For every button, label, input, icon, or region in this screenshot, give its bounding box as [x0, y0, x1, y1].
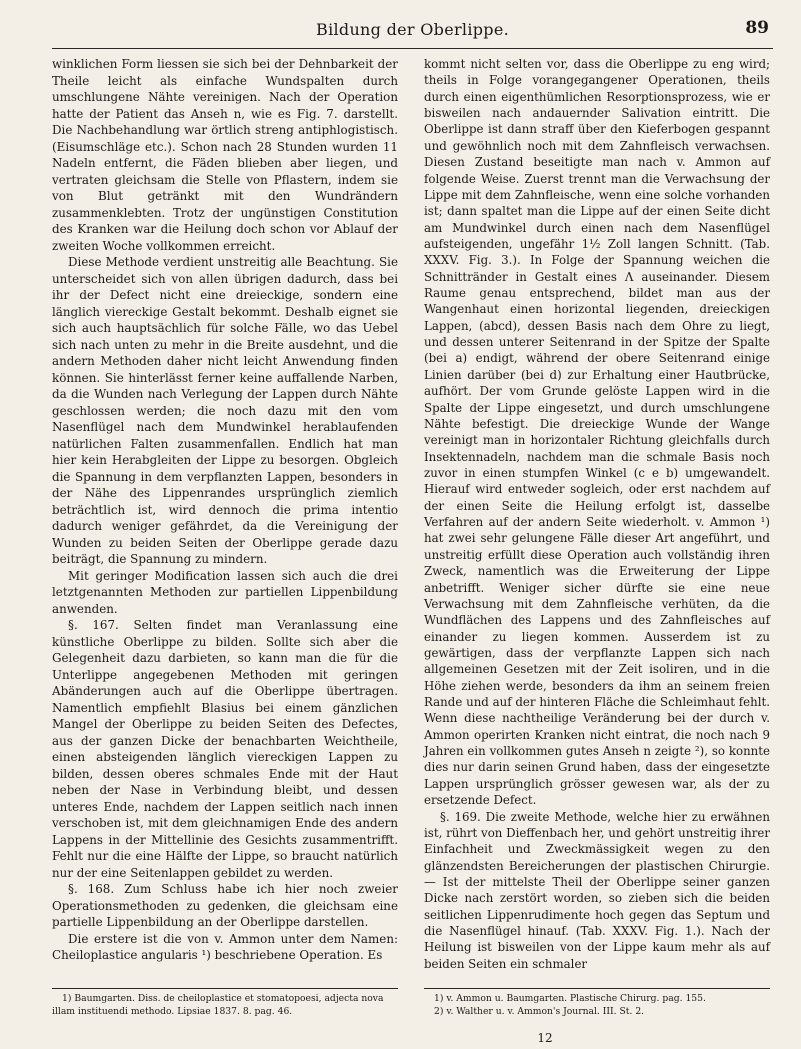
- paragraph: Die erstere ist die von v. Ammon unter dem Namen: Cheiloplastice angularis ¹) beschriebene Operation. Es: [52, 931, 398, 962]
- page-number: 89: [745, 18, 769, 38]
- paragraph: kommt nicht selten vor, dass die Oberlippe zu eng wird; theils in Folge vorangegangener Operationen, theils durch einen eigenthümlichen Resorptionsprozess, wie er bisweilen nach andauernder Salivation eintritt. Die Oberlippe ist dann straff über den Kieferbogen gespannt und gewöhnlich noch mit dem Zahnfleisch verwachsen. Diesen Zustand beseitigte man nach v. Ammon auf folgende Weise. Zuerst trennt man die Verwachsung der Lippe mit dem Zahnfleische, wenn eine solche vorhanden ist; dann spaltet man die Lippe auf der einen Seite dicht am Mundwinkel durch einen nach dem Nasenflügel aufsteigenden, ungefähr 1½ Zoll langen Schnitt. (Tab. XXXV. Fig. 3.). In Folge der Spannung weichen die Schnittränder in Gestalt eines Λ auseinander. Diesem Raume genau entsprechend, bildet man aus der Wangenhaut einen horizontal liegenden, dreieckigen Lappen, (abcd), dessen Basis nach dem Ohre zu liegt, und dessen unterer Seitenrand in der Spitze der Spalte (bei a) endigt, während der obere Seitenrand einige Linien darüber (bei d) zur Erhaltung einer Hautbrücke, aufhört. Der vom Grunde gelöste Lappen wird in die Spalte der Lippe eingesetzt, und durch umschlungene Nähte befestigt. Die dreieckige Wunde der Wange vereinigt man in horizontaler Richtung gleichfalls durch Insektennadeln, nachdem man die schmale Basis noch zuvor in einen stumpfen Winkel (c e b) umgewandelt. Hierauf wird entweder sogleich, oder erst nachdem auf der einen Seite die Heilung erfolgt ist, dasselbe Verfahren auf der andern Seite wiederholt. v. Ammon ¹) hat zwei sehr gelungene Fälle dieser Art angeführt, und unstreitig erfüllt diese Operation auch vollständig ihren Zweck, namentlich was die Erweiterung der Lippe anbetrifft. Weniger sicher dürfte sie eine neue Verwachsung mit dem Zahnfleische verhüten, da die Wundflächen des Lappens und des Zahnfleisches auf einander zu liegen kommen. Ausserdem ist zu gewärtigen, dass der verpflanzte Lappen sich nach allgemeinen Gesetzen mit der Zeit isoliren, und in die Höhe ziehen werde, besonders da ihm an seinem freien Rande und auf der hinteren Fläche die Schleimhaut fehlt. Wenn diese nachtheilige Veränderung bei der durch v. Ammon operirten Kranken nicht eintrat, die noch nach 9 Jahren ein vollkommen gutes Anseh n zeigte ²), so konnte dies nur darin seinen Grund haben, dass der eingesetzte Lappen ursprünglich grösser gewesen war, als der zu ersetzende Defect.: [424, 57, 770, 808]
- text-columns: [52, 56, 773, 978]
- footnote: 1) Baumgarten. Diss. de cheiloplastice et stomatopoesi, adjecta nova illam instituendi methodo. Lipsiae 1837. 8. pag. 46.: [52, 993, 384, 1017]
- footnotes-left: [52, 988, 398, 1018]
- paragraph: Diese Methode verdient unstreitig alle Beachtung. Sie unterscheidet sich von allen übrigen dadurch, dass bei ihr der Defect nicht eine dreieckige, sondern eine länglich viereckige Gestalt bekommt. Deshalb eignet sie sich auch hauptsächlich für solche Fälle, wo das Uebel sich nach unten zu mehr in die Breite ausdehnt, und die andern Methoden daher nicht leicht Anwendung finden können. Sie hinterlässt ferner keine auffallende Narben, da die Wunden nach Verlegung der Lappen durch Nähte geschlossen werden; die noch dazu mit den vom Nasenflügel nach dem Mundwinkel herablaufenden natürlichen Falten zusammenfallen. Endlich hat man hier kein Herabgleiten der Lippe zu besorgen. Obgleich die Spannung in dem verpflanzten Lappen, besonders in der Nähe des Lippenrandes ursprünglich ziemlich beträchtlich ist, wird dennoch die prima intentio dadurch weniger gefährdet, da die Vereinigung der Wunden zu beiden Seiten der Oberlippe gerade dazu beiträgt, die Spannung zu mindern.: [52, 255, 398, 566]
- paragraph: winklichen Form liessen sie sich bei der Dehnbarkeit der Theile leicht als einfache Wundspalten durch umschlungene Nähte vereinigen. Nach der Operation hatte der Patient das Anseh n, wie es Fig. 7. darstellt. Die Nachbehandlung war örtlich streng antiphlogistisch. (Eisumschläge etc.). Schon nach 28 Stunden wurden 11 Nadeln entfernt, die Fäden blieben aber liegen, und vertraten gleichsam die Stelle von Pflastern, indem sie von Blut getränkt mit den Wundrändern zusammenklebten. Trotz der ungünstigen Constitution des Kranken war die Heilung doch schon vor Ablauf der zweiten Woche vollkommen erreicht.: [52, 57, 398, 253]
- running-title: Bildung der Oberlippe.: [316, 20, 509, 39]
- footnotes-right: [424, 988, 770, 1018]
- footnote: 2) v. Walther u. v. Ammon's Journal. III. St. 2.: [434, 1005, 645, 1017]
- section-168: §. 168. Zum Schluss habe ich hier noch zweier Operationsmethoden zu gedenken, die gleichsam eine partielle Lippenbildung an der Oberlippe darstellen.: [52, 882, 398, 929]
- signature-mark: 12: [537, 1031, 553, 1045]
- running-head: [52, 8, 773, 49]
- section-167: §. 167. Selten findet man Veranlassung eine künstliche Oberlippe zu bilden. Sollte sich aber die Gelegenheit dazu darbieten, so kann man die für die Unterlippe angegebenen Methoden mit geringen Abänderungen auch auf die Oberlippe übertragen. Namentlich empfiehlt Blasius bei einem gänzlichen Mangel der Oberlippe zu beiden Seiten des Defectes, aus der ganzen Dicke der benachbarten Weichtheile, einen absteigenden länglich viereckigen Lappen zu bilden, dessen oberes schmales Ende mit der Haut neben der Nase in Verbindung bleibt, und dessen unteres Ende, nachdem der Lappen seitlich nach innen verschoben ist, mit dem gleichnamigen Ende des andern Lappens in der Mittellinie des Gesichts zusammentrifft. Fehlt nur die eine Hälfte der Lippe, so braucht natürlich nur der eine Seitenlappen gebildet zu werden.: [52, 618, 398, 880]
- left-column: [52, 56, 398, 964]
- paragraph: Mit geringer Modification lassen sich auch die drei letztgenannten Methoden zur partiellen Lippenbildung anwenden.: [52, 568, 398, 616]
- right-column: [424, 56, 770, 972]
- section-169: §. 169. Die zweite Methode, welche hier zu erwähnen ist, rührt von Dieffenbach her, und gehört unstreitig ihrer Einfachheit und Zweckmässigkeit wegen zu den glänzendsten Bereicherungen der plastischen Chirurgie. — Ist der mittelste Theil der Oberlippe seiner ganzen Dicke nach zerstört worden, so zieben sich die beiden seitlichen Lippenrudimente hoch gegen das Septum und die Nasenflügel hinauf. (Tab. XXXV. Fig. 1.). Nach der Heilung ist bisweilen von der Lippe kaum mehr als auf beiden Seiten ein schmaler: [424, 809, 770, 971]
- footnote: 1) v. Ammon u. Baumgarten. Plastische Chirurg. pag. 155.: [434, 993, 706, 1004]
